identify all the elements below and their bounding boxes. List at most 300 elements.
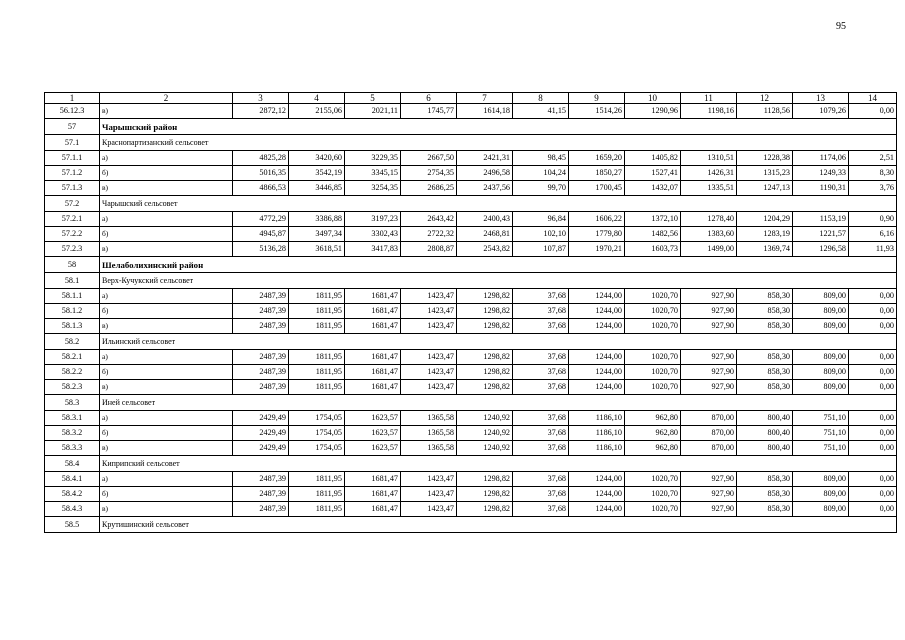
value-cell: 751,10 xyxy=(793,411,849,426)
value-cell: 0,00 xyxy=(849,487,897,502)
table-row xyxy=(45,380,897,395)
value-cell: 1198,16 xyxy=(681,104,737,119)
value-cell: 1244,00 xyxy=(569,350,625,365)
column-number-9: 9 xyxy=(569,93,625,104)
value-cell: 2667,50 xyxy=(401,151,457,166)
value-cell: 37,68 xyxy=(513,472,569,487)
council-title: Чарышский сельсовет xyxy=(100,196,897,212)
value-cell: 1527,41 xyxy=(625,166,681,181)
value-cell: 1423,47 xyxy=(401,304,457,319)
row-id: 57.1.1 xyxy=(45,151,100,166)
value-cell: 1186,10 xyxy=(569,411,625,426)
value-cell: 1606,22 xyxy=(569,212,625,227)
district-title: Шелаболихинский район xyxy=(100,257,897,273)
row-id: 58.4.1 xyxy=(45,472,100,487)
value-cell: 1190,31 xyxy=(793,181,849,196)
value-cell: 0,00 xyxy=(849,426,897,441)
value-cell: 11,93 xyxy=(849,242,897,257)
council-title: Краснопартизанский сельсовет xyxy=(100,135,897,151)
value-cell: 1369,74 xyxy=(737,242,793,257)
column-number-11: 11 xyxy=(681,93,737,104)
value-cell: 1423,47 xyxy=(401,380,457,395)
value-cell: 37,68 xyxy=(513,365,569,380)
council-id: 57.1 xyxy=(45,135,100,151)
row-variant: б) xyxy=(100,304,233,319)
value-cell: 1426,31 xyxy=(681,166,737,181)
value-cell: 1244,00 xyxy=(569,487,625,502)
row-variant: б) xyxy=(100,166,233,181)
value-cell: 1247,13 xyxy=(737,181,793,196)
value-cell: 37,68 xyxy=(513,289,569,304)
value-cell: 2686,25 xyxy=(401,181,457,196)
value-cell: 1405,82 xyxy=(625,151,681,166)
council-row xyxy=(45,395,897,411)
value-cell: 1020,70 xyxy=(625,319,681,334)
column-number-8: 8 xyxy=(513,93,569,104)
row-variant: б) xyxy=(100,426,233,441)
value-cell: 2468,81 xyxy=(457,227,513,242)
row-variant: а) xyxy=(100,289,233,304)
value-cell: 927,90 xyxy=(681,487,737,502)
value-cell: 2643,42 xyxy=(401,212,457,227)
row-variant: в) xyxy=(100,181,233,196)
district-title: Чарышский район xyxy=(100,119,897,135)
value-cell: 3386,88 xyxy=(289,212,345,227)
value-cell: 2429,49 xyxy=(233,426,289,441)
row-id: 56.12.3 xyxy=(45,104,100,119)
value-cell: 800,40 xyxy=(737,441,793,456)
council-title: Верх-Кучукский сельсовет xyxy=(100,273,897,289)
row-variant: в) xyxy=(100,502,233,517)
value-cell: 870,00 xyxy=(681,441,737,456)
value-cell: 800,40 xyxy=(737,426,793,441)
value-cell: 37,68 xyxy=(513,350,569,365)
value-cell: 1244,00 xyxy=(569,319,625,334)
table-row xyxy=(45,319,897,334)
value-cell: 1681,47 xyxy=(345,319,401,334)
value-cell: 1811,95 xyxy=(289,304,345,319)
value-cell: 2487,39 xyxy=(233,472,289,487)
council-title: Киприпский сельсовет xyxy=(100,456,897,472)
value-cell: 0,00 xyxy=(849,104,897,119)
value-cell: 1020,70 xyxy=(625,502,681,517)
value-cell: 1423,47 xyxy=(401,289,457,304)
table-row xyxy=(45,227,897,242)
row-id: 57.2.1 xyxy=(45,212,100,227)
value-cell: 2,51 xyxy=(849,151,897,166)
value-cell: 2421,31 xyxy=(457,151,513,166)
value-cell: 927,90 xyxy=(681,319,737,334)
value-cell: 3197,23 xyxy=(345,212,401,227)
table-row xyxy=(45,426,897,441)
value-cell: 1244,00 xyxy=(569,502,625,517)
value-cell: 1298,82 xyxy=(457,502,513,517)
value-cell: 1020,70 xyxy=(625,365,681,380)
value-cell: 1623,57 xyxy=(345,411,401,426)
value-cell: 0,00 xyxy=(849,304,897,319)
row-id: 58.2.2 xyxy=(45,365,100,380)
council-title: Крутишинский сельсовет xyxy=(100,517,897,533)
value-cell: 1423,47 xyxy=(401,472,457,487)
value-cell: 1298,82 xyxy=(457,319,513,334)
value-cell: 927,90 xyxy=(681,472,737,487)
row-id: 58.3.3 xyxy=(45,441,100,456)
value-cell: 1020,70 xyxy=(625,472,681,487)
value-cell: 1623,57 xyxy=(345,426,401,441)
value-cell: 37,68 xyxy=(513,441,569,456)
table-row xyxy=(45,181,897,196)
value-cell: 809,00 xyxy=(793,304,849,319)
value-cell: 0,00 xyxy=(849,472,897,487)
council-id: 58.5 xyxy=(45,517,100,533)
value-cell: 1681,47 xyxy=(345,472,401,487)
council-title: Ильинский сельсовет xyxy=(100,334,897,350)
value-cell: 0,90 xyxy=(849,212,897,227)
table-row xyxy=(45,289,897,304)
table-row xyxy=(45,212,897,227)
row-id: 58.2.3 xyxy=(45,380,100,395)
value-cell: 927,90 xyxy=(681,350,737,365)
value-cell: 1298,82 xyxy=(457,304,513,319)
value-cell: 927,90 xyxy=(681,289,737,304)
value-cell: 37,68 xyxy=(513,502,569,517)
value-cell: 809,00 xyxy=(793,319,849,334)
value-cell: 962,80 xyxy=(625,411,681,426)
row-id: 58.3.2 xyxy=(45,426,100,441)
table-row xyxy=(45,166,897,181)
row-id: 57.2.2 xyxy=(45,227,100,242)
value-cell: 858,30 xyxy=(737,380,793,395)
value-cell: 1383,60 xyxy=(681,227,737,242)
value-cell: 1432,07 xyxy=(625,181,681,196)
value-cell: 1244,00 xyxy=(569,304,625,319)
value-cell: 1700,45 xyxy=(569,181,625,196)
row-id: 58.4.2 xyxy=(45,487,100,502)
row-id: 58.1.1 xyxy=(45,289,100,304)
value-cell: 4866,53 xyxy=(233,181,289,196)
value-cell: 1174,06 xyxy=(793,151,849,166)
value-cell: 99,70 xyxy=(513,181,569,196)
value-cell: 858,30 xyxy=(737,472,793,487)
council-row xyxy=(45,517,897,533)
council-id: 57.2 xyxy=(45,196,100,212)
row-variant: а) xyxy=(100,350,233,365)
value-cell: 37,68 xyxy=(513,319,569,334)
value-cell: 809,00 xyxy=(793,365,849,380)
value-cell: 1745,77 xyxy=(401,104,457,119)
council-row xyxy=(45,334,897,350)
value-cell: 809,00 xyxy=(793,472,849,487)
value-cell: 1754,05 xyxy=(289,441,345,456)
table-row xyxy=(45,242,897,257)
value-cell: 0,00 xyxy=(849,502,897,517)
column-number-7: 7 xyxy=(457,93,513,104)
value-cell: 858,30 xyxy=(737,487,793,502)
value-cell: 1811,95 xyxy=(289,319,345,334)
value-cell: 0,00 xyxy=(849,365,897,380)
value-cell: 1811,95 xyxy=(289,472,345,487)
value-cell: 1681,47 xyxy=(345,380,401,395)
value-cell: 1221,57 xyxy=(793,227,849,242)
value-cell: 3497,34 xyxy=(289,227,345,242)
value-cell: 3618,51 xyxy=(289,242,345,257)
table-row xyxy=(45,472,897,487)
value-cell: 1681,47 xyxy=(345,289,401,304)
value-cell: 1186,10 xyxy=(569,441,625,456)
value-cell: 1681,47 xyxy=(345,350,401,365)
row-variant: в) xyxy=(100,104,233,119)
value-cell: 2487,39 xyxy=(233,319,289,334)
value-cell: 1423,47 xyxy=(401,502,457,517)
value-cell: 2429,49 xyxy=(233,441,289,456)
value-cell: 1365,58 xyxy=(401,426,457,441)
value-cell: 2437,56 xyxy=(457,181,513,196)
council-id: 58.1 xyxy=(45,273,100,289)
council-id: 58.4 xyxy=(45,456,100,472)
value-cell: 41,15 xyxy=(513,104,569,119)
value-cell: 2754,35 xyxy=(401,166,457,181)
value-cell: 96,84 xyxy=(513,212,569,227)
value-cell: 1335,51 xyxy=(681,181,737,196)
value-cell: 2487,39 xyxy=(233,380,289,395)
value-cell: 1779,80 xyxy=(569,227,625,242)
value-cell: 1811,95 xyxy=(289,487,345,502)
value-cell: 1296,58 xyxy=(793,242,849,257)
value-cell: 3229,35 xyxy=(345,151,401,166)
row-variant: в) xyxy=(100,242,233,257)
value-cell: 1681,47 xyxy=(345,365,401,380)
value-cell: 1290,96 xyxy=(625,104,681,119)
row-variant: в) xyxy=(100,319,233,334)
value-cell: 809,00 xyxy=(793,380,849,395)
value-cell: 1298,82 xyxy=(457,350,513,365)
value-cell: 1811,95 xyxy=(289,365,345,380)
value-cell: 1681,47 xyxy=(345,304,401,319)
value-cell: 1423,47 xyxy=(401,365,457,380)
value-cell: 1365,58 xyxy=(401,411,457,426)
value-cell: 1623,57 xyxy=(345,441,401,456)
value-cell: 2429,49 xyxy=(233,411,289,426)
value-cell: 1278,40 xyxy=(681,212,737,227)
council-id: 58.2 xyxy=(45,334,100,350)
row-variant: а) xyxy=(100,472,233,487)
value-cell: 1204,29 xyxy=(737,212,793,227)
value-cell: 0,00 xyxy=(849,319,897,334)
value-cell: 1249,33 xyxy=(793,166,849,181)
column-number-1: 1 xyxy=(45,93,100,104)
value-cell: 1372,10 xyxy=(625,212,681,227)
value-cell: 1020,70 xyxy=(625,350,681,365)
district-id: 57 xyxy=(45,119,100,135)
value-cell: 1298,82 xyxy=(457,472,513,487)
page-number: 95 xyxy=(836,21,846,32)
row-id: 58.1.3 xyxy=(45,319,100,334)
value-cell: 2496,58 xyxy=(457,166,513,181)
column-number-10: 10 xyxy=(625,93,681,104)
value-cell: 4772,29 xyxy=(233,212,289,227)
value-cell: 809,00 xyxy=(793,487,849,502)
value-cell: 809,00 xyxy=(793,350,849,365)
value-cell: 3417,83 xyxy=(345,242,401,257)
row-id: 57.1.3 xyxy=(45,181,100,196)
value-cell: 962,80 xyxy=(625,426,681,441)
council-row xyxy=(45,196,897,212)
table-row xyxy=(45,487,897,502)
value-cell: 2543,82 xyxy=(457,242,513,257)
value-cell: 1423,47 xyxy=(401,350,457,365)
column-number-12: 12 xyxy=(737,93,793,104)
value-cell: 858,30 xyxy=(737,304,793,319)
value-cell: 1423,47 xyxy=(401,487,457,502)
value-cell: 37,68 xyxy=(513,380,569,395)
value-cell: 1298,82 xyxy=(457,487,513,502)
value-cell: 809,00 xyxy=(793,502,849,517)
value-cell: 2808,87 xyxy=(401,242,457,257)
value-cell: 1850,27 xyxy=(569,166,625,181)
value-cell: 3345,15 xyxy=(345,166,401,181)
value-cell: 858,30 xyxy=(737,319,793,334)
value-cell: 870,00 xyxy=(681,411,737,426)
value-cell: 102,10 xyxy=(513,227,569,242)
value-cell: 2487,39 xyxy=(233,502,289,517)
value-cell: 2021,11 xyxy=(345,104,401,119)
value-cell: 1614,18 xyxy=(457,104,513,119)
value-cell: 2400,43 xyxy=(457,212,513,227)
value-cell: 98,45 xyxy=(513,151,569,166)
value-cell: 5016,35 xyxy=(233,166,289,181)
value-cell: 1514,26 xyxy=(569,104,625,119)
value-cell: 1240,92 xyxy=(457,441,513,456)
value-cell: 104,24 xyxy=(513,166,569,181)
value-cell: 2722,32 xyxy=(401,227,457,242)
column-number-4: 4 xyxy=(289,93,345,104)
value-cell: 1240,92 xyxy=(457,426,513,441)
value-cell: 1244,00 xyxy=(569,365,625,380)
value-cell: 1020,70 xyxy=(625,487,681,502)
value-cell: 1240,92 xyxy=(457,411,513,426)
value-cell: 800,40 xyxy=(737,411,793,426)
table-row xyxy=(45,502,897,517)
table-row xyxy=(45,304,897,319)
row-variant: б) xyxy=(100,365,233,380)
value-cell: 2487,39 xyxy=(233,487,289,502)
value-cell: 1020,70 xyxy=(625,380,681,395)
value-cell: 858,30 xyxy=(737,365,793,380)
council-id: 58.3 xyxy=(45,395,100,411)
value-cell: 3254,35 xyxy=(345,181,401,196)
value-cell: 1811,95 xyxy=(289,380,345,395)
value-cell: 0,00 xyxy=(849,411,897,426)
value-cell: 6,16 xyxy=(849,227,897,242)
value-cell: 2872,12 xyxy=(233,104,289,119)
value-cell: 2487,39 xyxy=(233,289,289,304)
value-cell: 1811,95 xyxy=(289,289,345,304)
value-cell: 1298,82 xyxy=(457,380,513,395)
value-cell: 751,10 xyxy=(793,441,849,456)
value-cell: 1283,19 xyxy=(737,227,793,242)
value-cell: 4825,28 xyxy=(233,151,289,166)
row-variant: а) xyxy=(100,212,233,227)
value-cell: 1128,56 xyxy=(737,104,793,119)
value-cell: 3446,85 xyxy=(289,181,345,196)
value-cell: 1153,19 xyxy=(793,212,849,227)
value-cell: 927,90 xyxy=(681,502,737,517)
council-title: Иней сельсовет xyxy=(100,395,897,411)
value-cell: 1310,51 xyxy=(681,151,737,166)
value-cell: 1659,20 xyxy=(569,151,625,166)
value-cell: 2487,39 xyxy=(233,350,289,365)
value-cell: 927,90 xyxy=(681,380,737,395)
row-id: 58.4.3 xyxy=(45,502,100,517)
value-cell: 1244,00 xyxy=(569,380,625,395)
row-variant: в) xyxy=(100,380,233,395)
value-cell: 0,00 xyxy=(849,289,897,304)
row-id: 57.1.2 xyxy=(45,166,100,181)
row-variant: б) xyxy=(100,487,233,502)
value-cell: 1244,00 xyxy=(569,289,625,304)
value-cell: 1079,26 xyxy=(793,104,849,119)
value-cell: 0,00 xyxy=(849,350,897,365)
value-cell: 858,30 xyxy=(737,289,793,304)
value-cell: 1423,47 xyxy=(401,319,457,334)
value-cell: 927,90 xyxy=(681,365,737,380)
row-id: 57.2.3 xyxy=(45,242,100,257)
value-cell: 1754,05 xyxy=(289,426,345,441)
column-number-14: 14 xyxy=(849,93,897,104)
value-cell: 1681,47 xyxy=(345,487,401,502)
table-row xyxy=(45,350,897,365)
row-variant: а) xyxy=(100,151,233,166)
district-id: 58 xyxy=(45,257,100,273)
value-cell: 927,90 xyxy=(681,304,737,319)
value-cell: 1681,47 xyxy=(345,502,401,517)
table-row xyxy=(45,104,897,119)
value-cell: 8,30 xyxy=(849,166,897,181)
value-cell: 1020,70 xyxy=(625,304,681,319)
value-cell: 0,00 xyxy=(849,380,897,395)
value-cell: 1811,95 xyxy=(289,350,345,365)
column-number-row xyxy=(45,93,897,104)
value-cell: 870,00 xyxy=(681,426,737,441)
value-cell: 1244,00 xyxy=(569,472,625,487)
value-cell: 1811,95 xyxy=(289,502,345,517)
value-cell: 37,68 xyxy=(513,411,569,426)
value-cell: 2155,06 xyxy=(289,104,345,119)
value-cell: 1482,56 xyxy=(625,227,681,242)
value-cell: 1228,38 xyxy=(737,151,793,166)
value-cell: 1298,82 xyxy=(457,365,513,380)
column-number-5: 5 xyxy=(345,93,401,104)
value-cell: 0,00 xyxy=(849,441,897,456)
value-cell: 3542,19 xyxy=(289,166,345,181)
column-number-13: 13 xyxy=(793,93,849,104)
column-number-3: 3 xyxy=(233,93,289,104)
council-row xyxy=(45,273,897,289)
value-cell: 1603,73 xyxy=(625,242,681,257)
table-row xyxy=(45,151,897,166)
value-cell: 37,68 xyxy=(513,304,569,319)
row-id: 58.2.1 xyxy=(45,350,100,365)
value-cell: 962,80 xyxy=(625,441,681,456)
table-row xyxy=(45,365,897,380)
district-row xyxy=(45,257,897,273)
value-cell: 1020,70 xyxy=(625,289,681,304)
value-cell: 4945,87 xyxy=(233,227,289,242)
row-variant: б) xyxy=(100,227,233,242)
value-cell: 5136,28 xyxy=(233,242,289,257)
value-cell: 37,68 xyxy=(513,487,569,502)
district-row xyxy=(45,119,897,135)
